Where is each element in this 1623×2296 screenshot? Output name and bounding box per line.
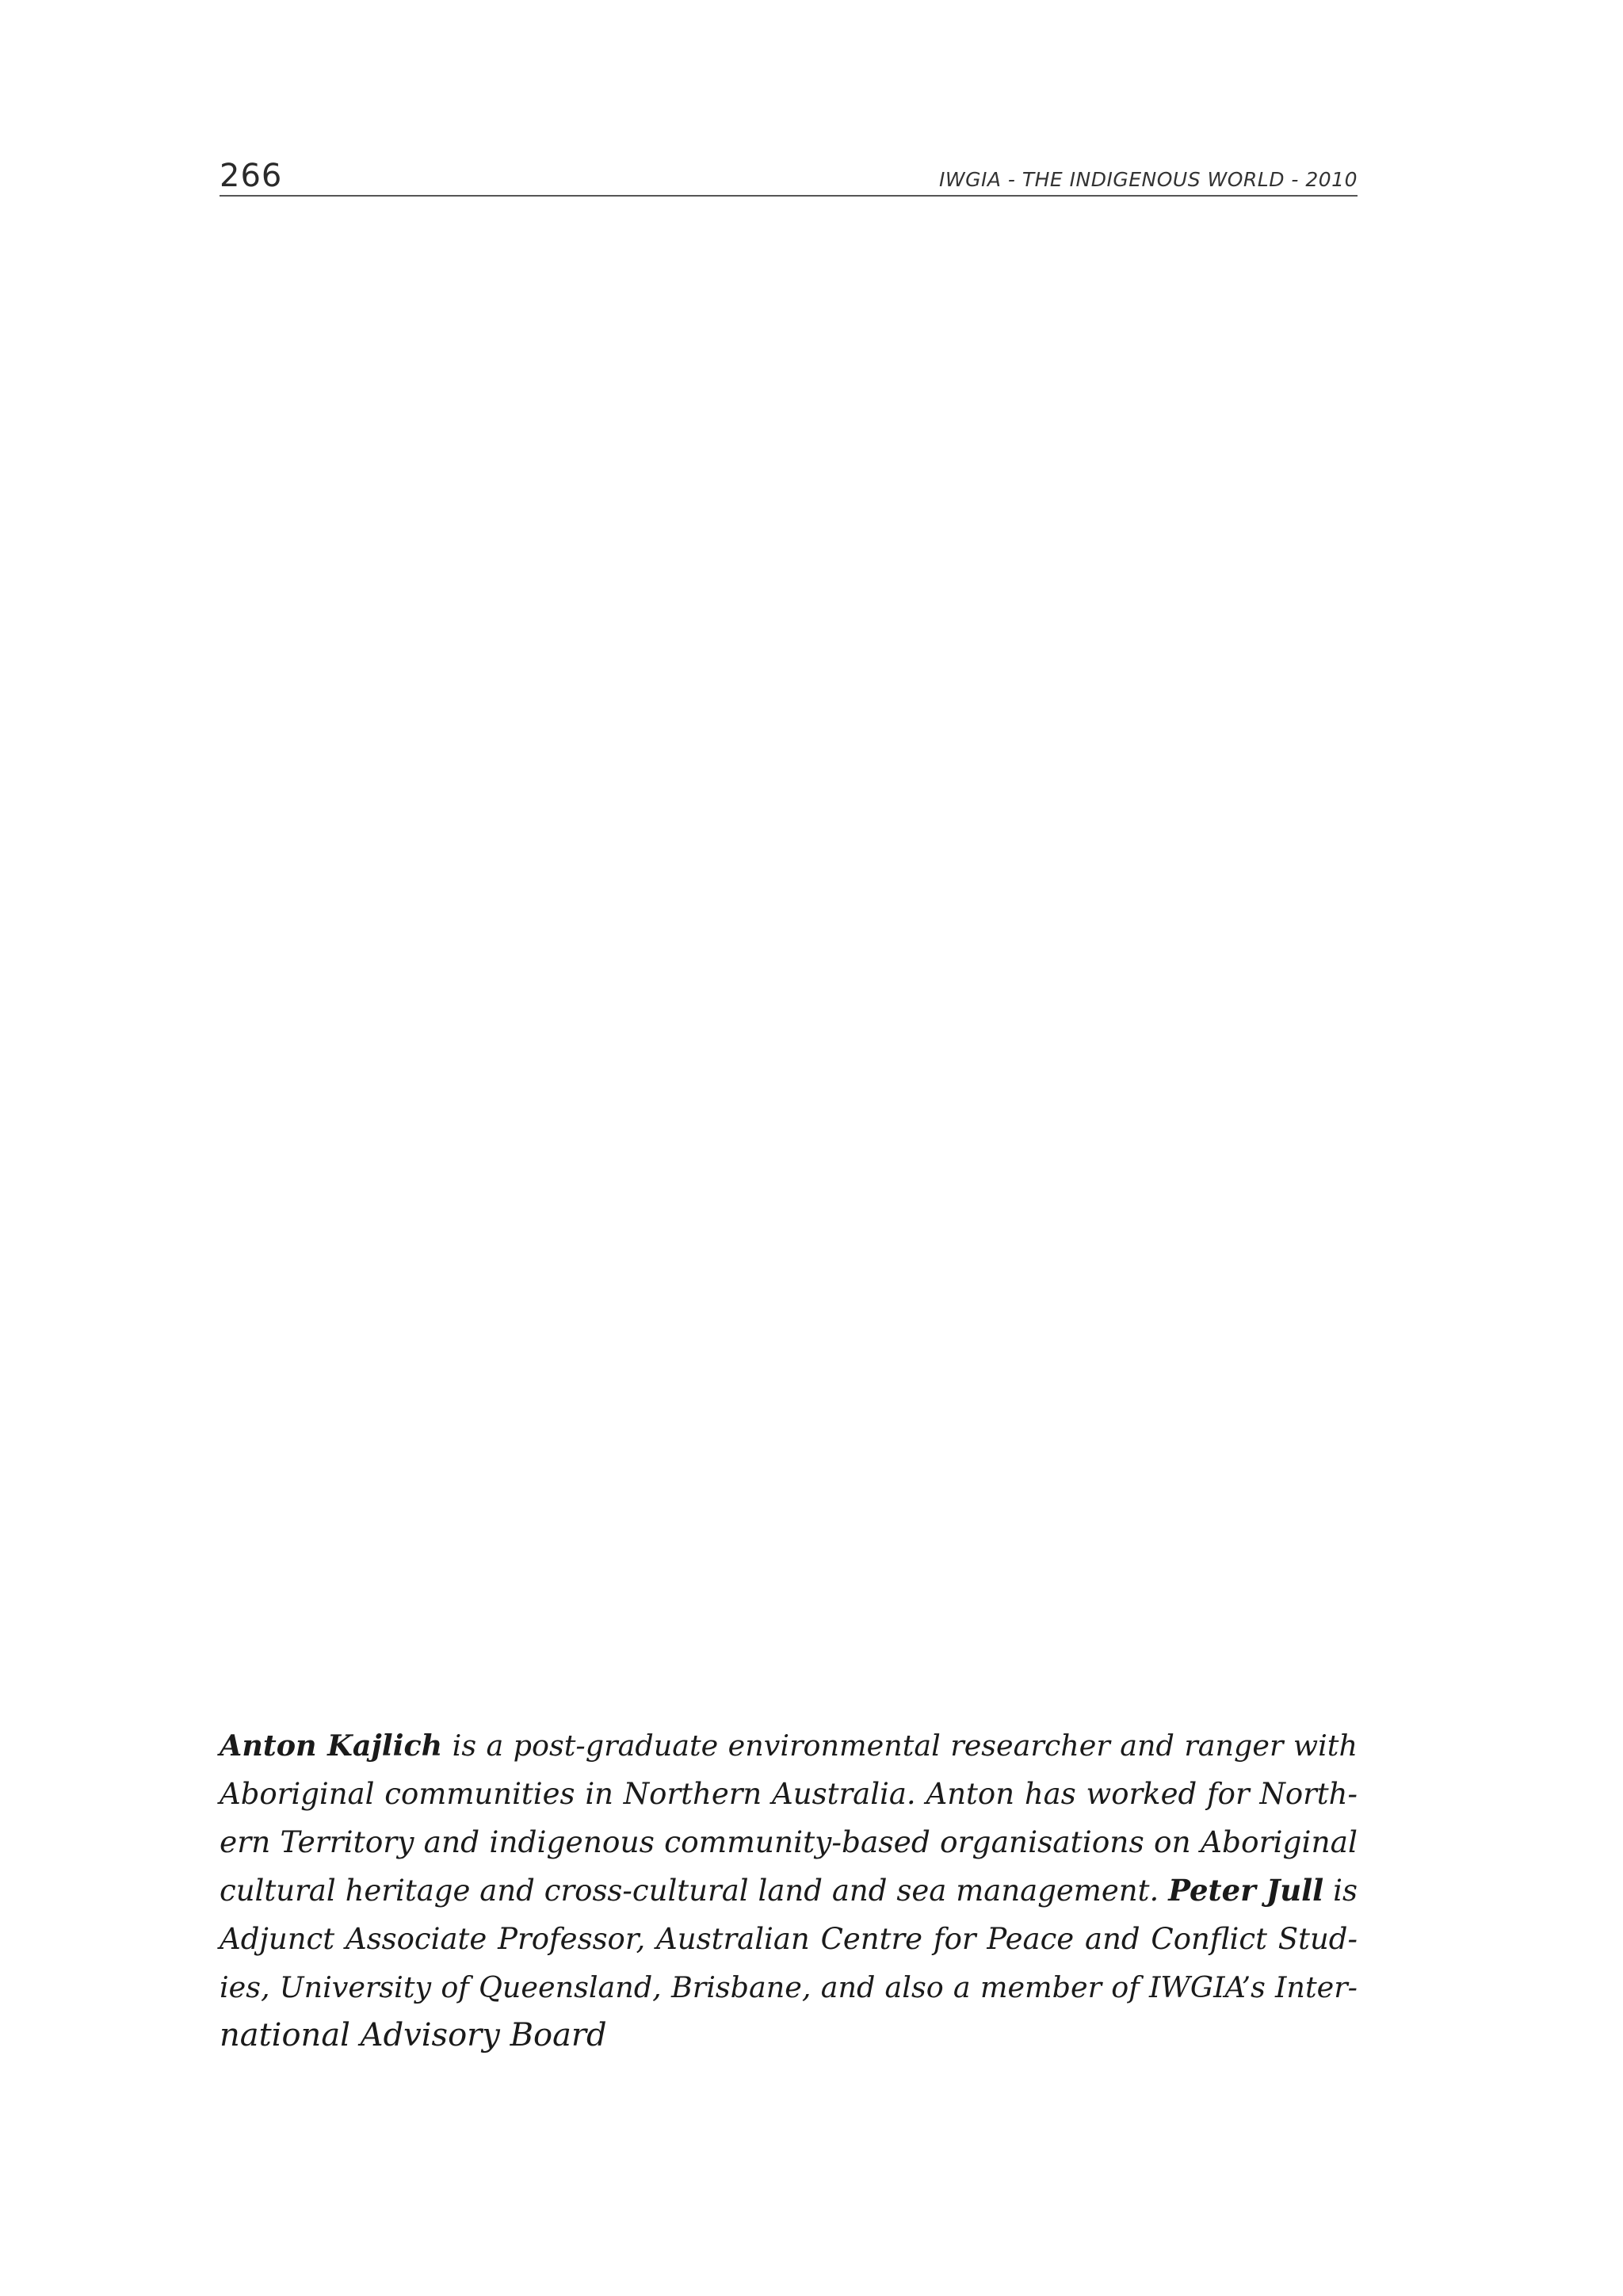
author-name: Anton Kajlich <box>220 1729 443 1763</box>
bio-text: national Advisory Board <box>220 2017 607 2053</box>
bio-text: Adjunct Associate Professor, Australian Centre for Peace and Conflict Stud- <box>220 1922 1358 1956</box>
page-number: 266 <box>220 158 283 194</box>
author-name: Peter Jull <box>1168 1873 1324 1908</box>
bio-line <box>220 1770 1358 1818</box>
bio-text: is a post-graduate environmental researcher and ranger with <box>442 1729 1358 1763</box>
bio-text: Aboriginal communities in Northern Australia. Anton has worked for North- <box>220 1777 1358 1811</box>
bio-line <box>220 1915 1358 1963</box>
bio-line <box>220 1818 1358 1866</box>
bio-line <box>220 1963 1358 2011</box>
bio-text: cultural heritage and cross-cultural land and sea management. <box>220 1874 1169 1908</box>
bio-line <box>220 2011 1358 2060</box>
bio-text: ies, University of Queensland, Brisbane, and also a member of IWGIA’s Inter- <box>220 1970 1358 2004</box>
bio-text: is <box>1323 1874 1358 1908</box>
bio-text: ern Territory and indigenous community-based organisations on Aboriginal <box>220 1824 1358 1859</box>
running-head: IWGIA - THE INDIGENOUS WORLD - 2010 <box>938 168 1358 191</box>
bio-line <box>220 1721 1358 1770</box>
page-header <box>220 147 1358 197</box>
bio-line <box>220 1866 1358 1915</box>
author-bio <box>220 1721 1358 2060</box>
